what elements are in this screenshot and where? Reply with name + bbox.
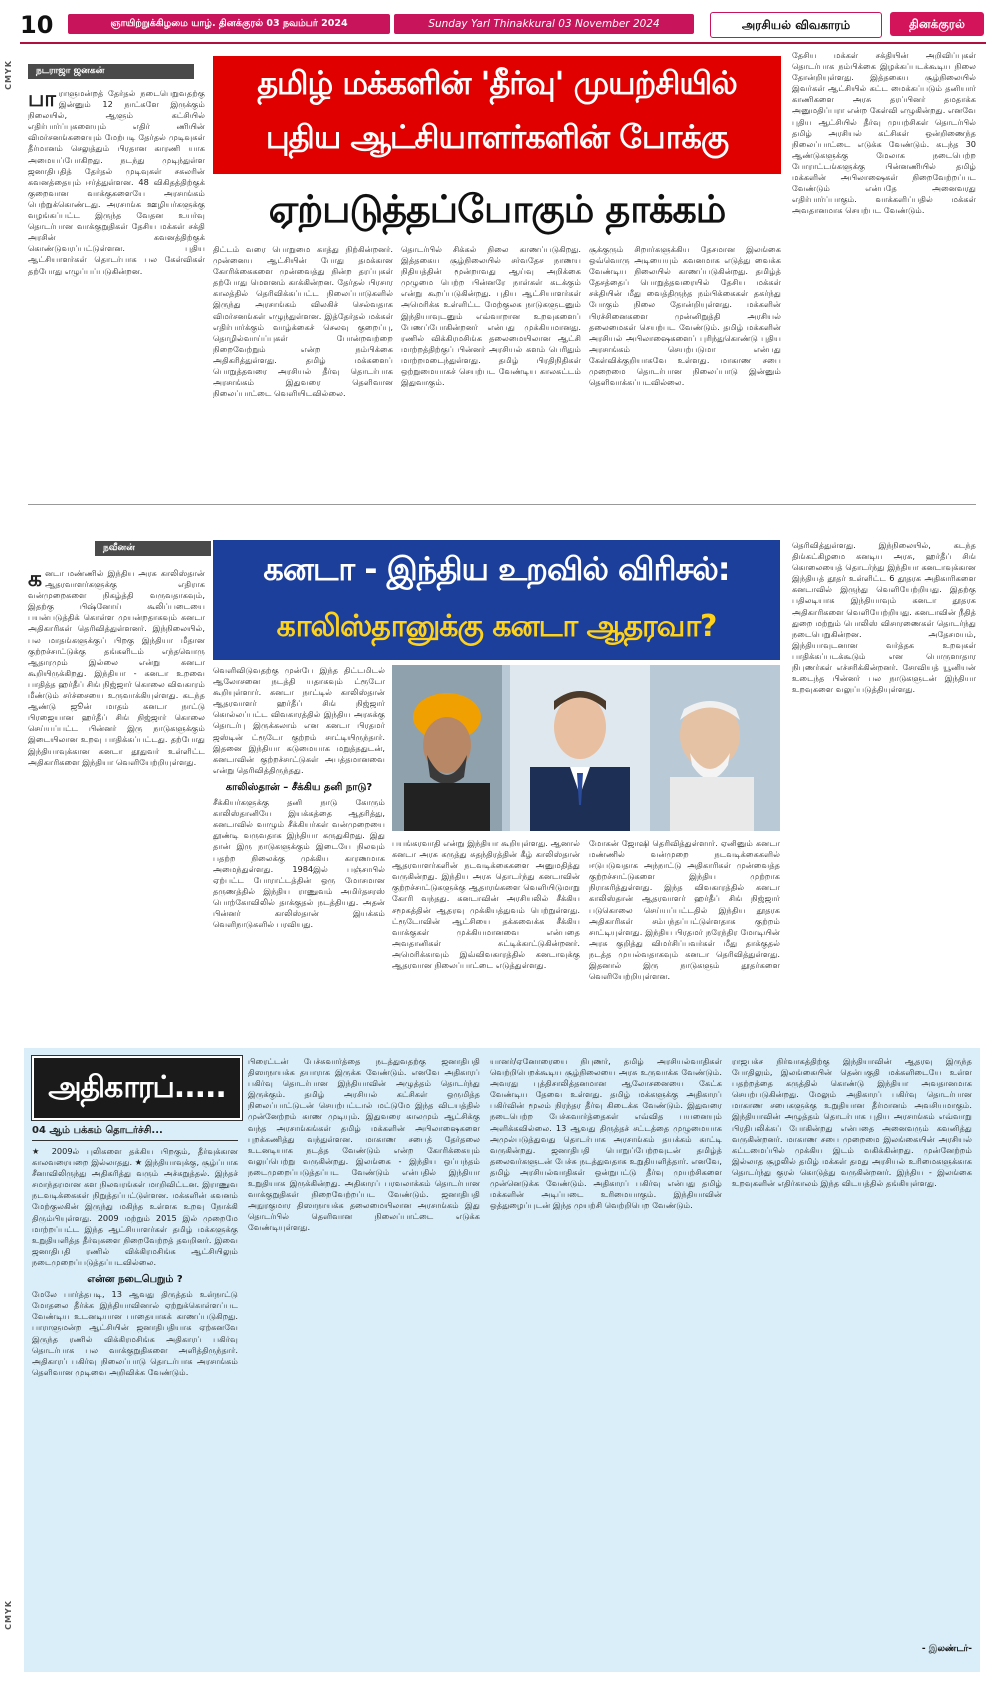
article3-signature: - இலண்டர்- [921,1644,972,1654]
article1-byline: நடராஜா ஜனகன் [28,64,194,79]
registration-mark-top: CMYK [4,60,13,90]
article1-col3-text: தொடர்பில் சிக்கல் நிலை காணப்படுகிறது. இத்தகைய சூழ்நிலையில் சர்வதேச நாணய நிதியத்தின் மூன்றாவது ஆய்வு அறிக்கை முழுமை பெற்ற பின்னரே நாள்கள் கடக்கும் என்று கூறப்படுகின்றது. புதிய ஆட்சியாளர்கள் அமெரிக்க உள்ளிட்ட மேற்குலக நாடுகளுடனும் இந்தியாவுடனும் எவ்வாறான உறவுகளைப் பேணப்போகின்றனர் என்பது முக்கியமானது. ரணில் விக்கிரமசிங்க தலைமையிலான ஆட்சி மாற்றத்திற்குப் பின்னர் அரசியல் களம் பெரிதும் மாற்றமடைந்துள்ளது. தமிழ் பிரதிநிதிகள் ஒற்றுமையாகச் செயற்பட வேண்டிய காலகட்டம் இதுவாகும். [401,244,581,388]
article3-col4-text: ராஜபக்ச நிர்வாகத்திற்கு இந்தியாவின் ஆதரவு இருந்த போதிலும், இலங்கையின் தென்பகுதி மக்களிடையே உள்ள பதற்றத்தை கருத்தில் கொண்டு இந்தியா அவதானமாக செயற்படுகின்றது. மேலும் அதிகாரப் பகிர்வு தொடர்பான மாகாண சபைகளுக்கு உறுதியான தீர்மானம் அவசியமாகும். இந்தியாவின் அழுத்தம் தொடர்பாக புதிய அரசாங்கம் எவ்வாறு பிரதிபலிக்கப் போகின்றது என்பதை அனைவரும் கவனித்து வருகின்றனர். மாகாண சபை முறைமை இலங்கையின் அரசியல் கட்டமைப்பில் முக்கிய இடம் வகிக்கின்றது. முன்னேற்றம் இல்லாத சூழலில் தமிழ் மக்கள் தமது அரசியல் உரிமைகளுக்காக தொடர்ந்து குரல் கொடுத்து வருகின்றனர். இந்திய - இலங்கை உறவுகளின் எதிர்காலம் இந்த விடயத்தில் தங்கியுள்ளது. [732,1056,972,1189]
article1-dropcap: பா [28,88,56,112]
article2-photo [392,665,780,831]
header-date-english: Sunday Yarl Thinakkural 03 November 2024 [394,14,694,34]
article2-byline: நவீனன் [95,541,211,556]
article2-column-5 [792,540,976,1038]
article2-headline-box [213,540,780,660]
article2-col3-text: பயங்கரவாதி என்று இந்தியா கூறியுள்ளது. ஆனால் கனடா அரசு கருத்து சுதந்திரத்தின் கீழ் காலிஸ்தான் ஆதரவாளர்களின் நடவடிக்கைகளை அனுமதித்து வருகின்றது. இந்திய அரசு தொடர்ந்து கனடாவின் குற்றச்சாட்டுகளுக்கு ஆதாரங்களை வெளியிடுமாறு கோரி வந்தது. கனடாவின் அரசியலில் சீக்கிய சமூகத்தின் ஆதரவு முக்கியத்துவம் பெற்றுள்ளது. ட்ரூடோவின் ஆட்சியை தக்கவைக்க சீக்கிய வாக்குகள் முக்கியமானவை என்பதை அவதானிகள் சுட்டிக்காட்டுகின்றனர். அமெரிக்காவும் இவ்விவகாரத்தில் கனடாவுக்கு ஆதரவான நிலைப்பாட்டை எடுத்துள்ளது. [392,838,580,971]
article2-column-3 [392,838,580,1038]
article1-column-2 [213,244,393,498]
article1-headline-line3: ஏற்படுத்தப்போகும் தாக்கம் [268,187,726,231]
header-date-tamil: ஞாயிற்றுக்கிழமை யாழ். தினக்குரல் 03 நவம்பர் 2024 [68,14,390,34]
article2-headline-line2: காலிஸ்தானுக்கு கனடா ஆதரவா? [276,609,717,644]
article1-col5-text: தேசிய மக்கள் சக்தியின் அறிவிப்புகள் தொடர்பாக நம்பிக்கை இழக்கப்படக்கூடிய நிலை தோன்றியுள்ளது. இத்தகைய சூழ்நிலையில் இவர்கள் ஆட்சியில் கட்ட மைக்கப்படும் தனியார் காணிகளை அரசு தரப்பினர் தமதாக்க அனுமதிப்பரா என்ற கேள்வி எழுகின்றது. எனவே புதிய ஆட்சியில் தீர்வு முயற்சிகள் தொடர்பில் தமிழ் அரசியல் கட்சிகள் ஒன்றிணைந்த நிலைப்பாட்டை எடுக்க வேண்டும். கடந்த 30 ஆண்டுகளுக்கு மேலாக நடைபெற்ற போராட்டங்களுக்கு பின்னணியில் தமிழ் மக்களின் அபிலாஷைகள் நிறைவேற்றப்பட வேண்டும் என்பதே அனைவரது எதிர்பார்ப்பாகும். வாக்களிப்பதில் மக்கள் அவதானமாக செயற்பட வேண்டும். [792,50,976,216]
article1-headline-line2: புதிய ஆட்சியாளர்களின் போக்கு [265,118,729,156]
article1-column-4 [589,244,781,498]
article1-col1-text: ராளுமன்றத் தேர்தல் நடைபெறுவதற்கு இன்னும் 12 நாட்களே இருக்கும் நிலையில், ஆளும் கட்சியில் எதிர்பார்ப்புகளையும் எதிர் ணியின் விமர்சனங்களையும் மேற்படி தேர்தல் முடிவுகள் தீர்மானம் செலுத்தும் பிரதான காரணி யாக அமையப்போகிறது. நடந்து முடிந்துள்ள ஜனாதிபதித் தேர்தல் முடிவுகள் சகலரின் கவனத்தையும் ஈர்த்துள்ளன. 48 விகிதத்திற்குக் குறைவான வாக்குகளையே அரசாங்கம் பெற்றுக்கொண்டது. அரசாங்க ஊழியர்களுக்கு வழங்கப்பட்ட இருந்த வேதன உயர்வு தொடர்பான வாக்குறுதிகள் தேசிய மக்கள் சக்தி அரசின் கவனத்திற்குக் கொண்டுவரப்பட்டுள்ளன. புதிய ஆட்சியாளர்கள் தொடர்பாக பல கேள்விகள் தற்போது எழுப்பப்படுகின்றன. [28,88,205,276]
article3-subhead: என்ன நடைபெறும் ? [87,1274,183,1286]
masthead-text: தினக்குரல் [909,17,965,31]
registration-mark-bottom: CMYK [4,1600,13,1630]
article3-title-box [32,1056,242,1120]
article2-column-4 [589,838,780,1038]
masthead-logo [890,12,984,36]
article3-column-4 [732,1056,972,1638]
article1-headline-red [213,56,781,174]
article3-column-3 [490,1056,722,1660]
article2-column-2 [213,665,385,1038]
article1-headline-line1: தமிழ் மக்களின் 'தீர்வு' முயற்சியில் [257,64,737,102]
article2-col2-text: வெளிவிடுவதற்கு முன்பே இந்த திட்டமிடல் ஆலோசனை நடத்தி யதாகவும் ட்ரூடோ கூறியுள்ளார். கனடா நாட்டில் காலிஸ்தான் ஆதரவாளர் ஹர்தீப் சிங் நிஜ்ஜார் கொல்லப்பட்ட விவகாரத்தில் இந்திய அரசுக்கு தொடர்பு இருக்கலாம் என கனடா பிரதமர் ஜஸ்டின் ட்ரூடோ குற்றம் சாட்டியிருந்தார். இதனை இந்தியா கடுமையாக மறுத்ததுடன், கனடாவின் குற்றச்சாட்டுகள் அபத்தமானவை என்று தெரிவித்திருந்தது. [213,665,385,775]
article3-column-2 [248,1056,480,1660]
article2-column-1 [28,568,205,1038]
section-divider-1 [28,504,976,505]
article2-col1-text: னடா மண்ணில் இந்திய அரசு காலிஸ்தான் ஆதரவாளர்களுக்கு எதிராக வன்முறைகளை நிகழ்த்தி வருவதாகவும், இதற்கு பிஷ்னோய் கூலிப்படையை பயன்படுத்திக் கொள்ள முயன்றதாகவும் கனடா அதிகாரிகள் தெரிவித்துள்ளனர். இந்நிலையில், பல மாதங்களுக்குப் பிறகு இந்தியா மீதான குற்றச்சாட்டுக்கு தங்களிடம் எந்தவொரு ஆதாரமும் இல்லை என்று கனடா கூறியிருக்கிறது. இந்தியா - கனடா உறவை பாதித்த ஹர்தீப் சிங் நிஜ்ஜார் கொலை விவகாரம் மீண்டும் சர்ச்சையை உருவாக்கியுள்ளது. கடந்த ஆண்டு ஜூன் மாதம் கனடா நாட்டு பிரஜையான ஹர்தீப் சிங் நிஜ்ஜார் கொலை செய்யப்பட்ட பின்னர் இரு நாடுகளுக்கும் இடையிலான உறவு பாதிக்கப்பட்டது. தற்போது இந்தியாவுக்கான கனடா தூதுவர் உள்ளிட்ட அதிகாரிகளை இந்தியா வெளியேற்றியுள்ளது. [28,568,205,767]
article3-title: அதிகாரப்..... [48,1070,226,1105]
article3-col3-text: யானர்/ஏனோரையை நிபுணர், தமிழ் அரசியல்வாதிகள் வெற்றிபெறக்கூடிய சூழ்நிலையை அரசு உருவாக்க வேண்டும். அவரது புத்திசாலித்தனமான ஆலோசனையை கேட்க வேண்டிய தேவை உள்ளது. தமிழ் மக்களுக்கு அதிகாரப் பகிர்வின் மூலம் நிரந்தர தீர்வு கிடைக்க வேண்டும். இதுவரை நடைபெற்ற பேச்சுவார்த்தைகள் எவ்வித பயனையும் அளிக்கவில்லை. 13 ஆவது திருத்தச் சட்டத்தை முழுமையாக அமுல்படுத்துவது தொடர்பாக அரசாங்கம் தயக்கம் காட்டி வருகின்றது. ஜனாதிபதி பொறுப்பேற்றவுடன் தமிழ்த் தலைவர்களுடன் பேச்சு நடத்துவதாக உறுதியளித்தார். எனவே, தமிழ் அரசியல்வாதிகள் ஒன்றுபட்டு தீர்வு முயற்சிகளை முன்னெடுக்க வேண்டும். அதிகாரப் பகிர்வு என்பது தமிழ் மக்களின் அடிப்படை உரிமையாகும். இந்தியாவின் ஒத்துழைப்புடன் இந்த முயற்சி வெற்றிபெற வேண்டும். [490,1056,722,1211]
article2-col5-text: தெரிவித்துள்ளது. இந்நிலையில், கடந்த திங்கட்கிழமை கனடிய அரசு, ஹர்தீப் சிங் கொலையைத் தொடர்ந்து இந்தியா கனடாவுக்கான இந்தியத் தூதர் உள்ளிட்ட 6 தூதரக அதிகாரிகளை கனடாவில் இருந்து வெளியேற்றியது. இதற்கு பதிலடியாக இந்தியாவும் கனடா தூதரக அதிகாரிகளை வெளியேற்றியது. கனடாவின் நீதித் துறை மற்றும் பொலிஸ் விசாரணைகள் தொடர்ந்து நடைபெறுகின்றன. அதேசமயம், இந்தியாவுடனான வர்த்தக உறவுகள் பாதிக்கப்படக்கூடும் என பொருளாதார நிபுணர்கள் எச்சரிக்கின்றனர். சோவியத் யூனியன் உடைந்த பின்னர் பல நாடுகளுடன் இந்தியா உறவுகளை வலுப்படுத்தியுள்ளது. [792,540,976,695]
section-title: அரசியல் விவகாரம் [710,12,882,38]
article3-col1-text: ★ 2009ல் புலிகளை தக்கிய பிறகும், தீர்வுக்கான காலவரையறை இல்லாதது. ★ இந்தியாவுக்கு, சூழ்ப்பாக சீனாவிலிருந்து அதிகரித்து வரும் அச்சுறுத்தல். இந்தச் சமாந்தரமான கள நிலவரங்கள் மாறிவிட்டன. இராணுவ நடவடிக்கைகள் நிறுத்தப்பட்டுள்ளன. மக்களின் கவனம் மேற்குலகின் இருந்து மகிந்த உள்ளக உறவு நோக்கி திரும்பியுள்ளது. 2009 மற்றும் 2015 இல் முறைமே மாற்றப்பட்ட இந்த ஆட்சியாளர்கள் தமிழ் மக்களுக்கு உறுதியளித்த தீர்வுகளை நிறைவேற்றத் தவறினர். இவை ஜனாதிபதி ரணில் விக்கிரமசிங்க ஆட்சியிலும் நடைமுறைப்படுத்தப்படவில்லை. [32,1146,238,1267]
article1-col4-text: சூக்குரும் சிறார்களுக்கிய தேசமான இலங்கை ஒவ்வொரு அடியையும் கவனமாக எடுத்து வைக்க வேண்டிய நிலையில் காணப்படுகின்றது. தமிழ்த் தேசத்தைப் பொறுத்தவரையில் தேசிய மக்கள் சக்தியின் மீது வைத்திருந்த நம்பிக்கைகள் தகர்ந்து போகும் நிலை தோன்றியுள்ளது. மக்களின் பிரச்சினைகளை முன்னிறுத்தி அரசியல் தலைமைகள் செயற்பட வேண்டும். தமிழ் மக்களின் அரசியல் அபிலாஷைகளைப் புரிந்துகொண்டு புதிய அரசாங்கம் செயற்படுமா என்பது கேள்விக்குறியாகவே உள்ளது. மாகாண சபை முறைமை தொடர்பான நிலைப்பாடு இன்னும் தெளிவாக்கப்படவில்லை. [589,244,781,388]
article2-dropcap: க [28,568,43,592]
article1-column-5 [792,50,976,498]
page-number: 10 [20,11,54,39]
article3-continued: 04 ஆம் பக்கம் தொடர்ச்சி... [32,1122,238,1141]
article2-col2b-text: சீக்கியர்களுக்கு தனி நாடு கோரும் காலிஸ்தானியே இயக்கத்தை ஆதரித்து, கனடாவில் வாழும் சீக்கியர்கள் வன்முறையை தூண்டி வருவதாக இந்தியா கருதுகிறது. இது தான் இரு நாடுகளுக்கும் இடையே நிலவும் பதற்ற நிலைக்கு முக்கிய காரணமாக அமைந்துள்ளது. 1984இல் பஞ்சாபில் ஏற்பட்ட போராட்டத்தின் ஒரு மோசமான தருணத்தில் இந்திய ராணுவம் அமிர்தசரஸ் பொற்கோவிலில் தாக்குதல் நடத்தியது. அதன் பின்னர் காலிஸ்தான் இயக்கம் வெளிநாடுகளில் பரவியது. [213,797,385,930]
article1-column-1 [28,88,205,498]
article2-col4-text: மோகன் ஜோஷி தெரிவித்துள்ளார். ஏனினும் கனடா மண்ணில் வன்முறை நடவடிக்கைகளில் ஈடுபடுவதாக அந்நாட்டு அதிகாரிகள் முன்வைத்த குற்றச்சாட்டுகளை இந்திய முற்றாக நிராகரித்துள்ளது. இந்த விவகாரத்தில் கனடா காலிஸ்தான் ஆதரவாளர் ஹர்தீப் சிங் நிஜ்ஜார் படுகொலை செய்யப்பட்டதில் இந்திய தூதரக அதிகாரிகள் சம்பந்தப்பட்டுள்ளதாக குற்றம் சாட்டியுள்ளது. இந்திய பிரதமர் நரேந்திர மோடியின் அரசு குறித்து விமர்சிப்பவர்கள் மீது தாக்குதல் நடத்த முயல்வதாகவும் கனடா தெரிவித்துள்ளது. இதனால் இரு நாடுகளும் தூதர்களை வெளியேற்றியுள்ளன. [589,838,780,982]
article3-column-1 [32,1146,238,1660]
article2-subhead: காலிஸ்தான் – சீக்கிய தனி நாடு? [225,781,373,793]
article2-headline-line1: கனடா - இந்திய உறவில் விரிசல்: [263,550,730,588]
page-header [20,10,986,44]
article1-col2-text: திட்டம் வரை பொறுமை காத்து நிற்கின்றனர். முன்னைய ஆட்சியின் போது தமக்கான கோரிக்கைகளை முன்வைத்து நின்ற தரப்புகள் தற்போது மௌனம் காக்கின்றன. தேர்தல் பிரசார காலத்தில் தெரிவிக்கப்பட்ட நிலைப்பாடுகளில் இருந்து அரசாங்கம் விலகிச் செல்வதாக விமர்சனங்கள் எழுந்துள்ளன. இத்தேர்தல் மக்கள் எதிர்பார்க்கும் வாழ்க்கைச் செலவு குறைப்பு, தொழில்வாய்ப்புகள் போன்றவற்றை நிறைவேற்றும் என்ற நம்பிக்கை அதிகரித்துள்ளது. தமிழ் மக்களைப் பொறுத்தவரை அரசியல் தீர்வு தொடர்பாக அரசாங்கம் இதுவரை தெளிவான நிலைப்பாட்டை வெளியிடவில்லை. [213,244,393,399]
article3-col2-text: பிரைட்டன் பேச்சுவார்த்தை நடத்துவதற்கு ஜனாதிபதி திஸாநாயக்க தயாராக இருக்க வேண்டும். எனவே அதிகாரப் பகிர்வு தொடர்பான இந்தியாவின் அழுத்தம் தொடர்ந்து இருக்கும். தமிழ் அரசியல் கட்சிகள் ஒருமித்த நிலைப்பாட்டுடன் செயற்பட்டால் மட்டுமே இந்த விடயத்தில் முன்னேற்றம் காண முடியும். இதுவரை காலமும் ஆட்சிக்கு வந்த அரசாங்கங்கள் தமிழ் மக்களின் அபிலாஷைகளை புறக்கணித்து வந்துள்ளன. மாகாண சபைத் தேர்தலை உடனடியாக நடத்த வேண்டும் என்ற கோரிக்கையும் வலுப்பெற்று வருகின்றது. இலங்கை - இந்திய ஒப்பந்தம் நடைமுறைப்படுத்தப்பட வேண்டும் என்பதில் இந்தியா உறுதியாக இருக்கின்றது. அதிகாரப் பரவலாக்கம் தொடர்பான வாக்குறுதிகள் நிறைவேற்றப்பட வேண்டும். ஜனாதிபதி அநுரகுமார திஸாநாயக்க தலைமையிலான அரசாங்கம் இது தொடர்பில் தெளிவான நிலைப்பாட்டை எடுக்க வேண்டியுள்ளது. [248,1056,480,1233]
article1-column-3 [401,244,581,498]
article3-col1b-text: மேலே பார்த்தபடி, 13 ஆவது திருத்தம் உள்நாட்டு மோதலை தீர்க்க இந்தியாவினால் ஏற்றுக்கொள்ளப்பட வேண்டிய உடனடியான பாதையாகக் காணப்படுகிறது. பாராளுமன்ற ஆட்சியின் ஜனாதிபதியாக ஏற்கனவே இருந்த ரணில் விக்கிரமசிங்க அதிகாரப் பகிர்வு தொடர்பாக பல வாக்குறுதிகளை அளித்திருந்தார். அதிகாரப் பகிர்வு நிலைப்பாடு தொடர்பாக அரசாங்கம் தெளிவான முடிவை அறிவிக்க வேண்டும். [32,1289,238,1377]
leaders-photo-illustration [392,665,780,831]
